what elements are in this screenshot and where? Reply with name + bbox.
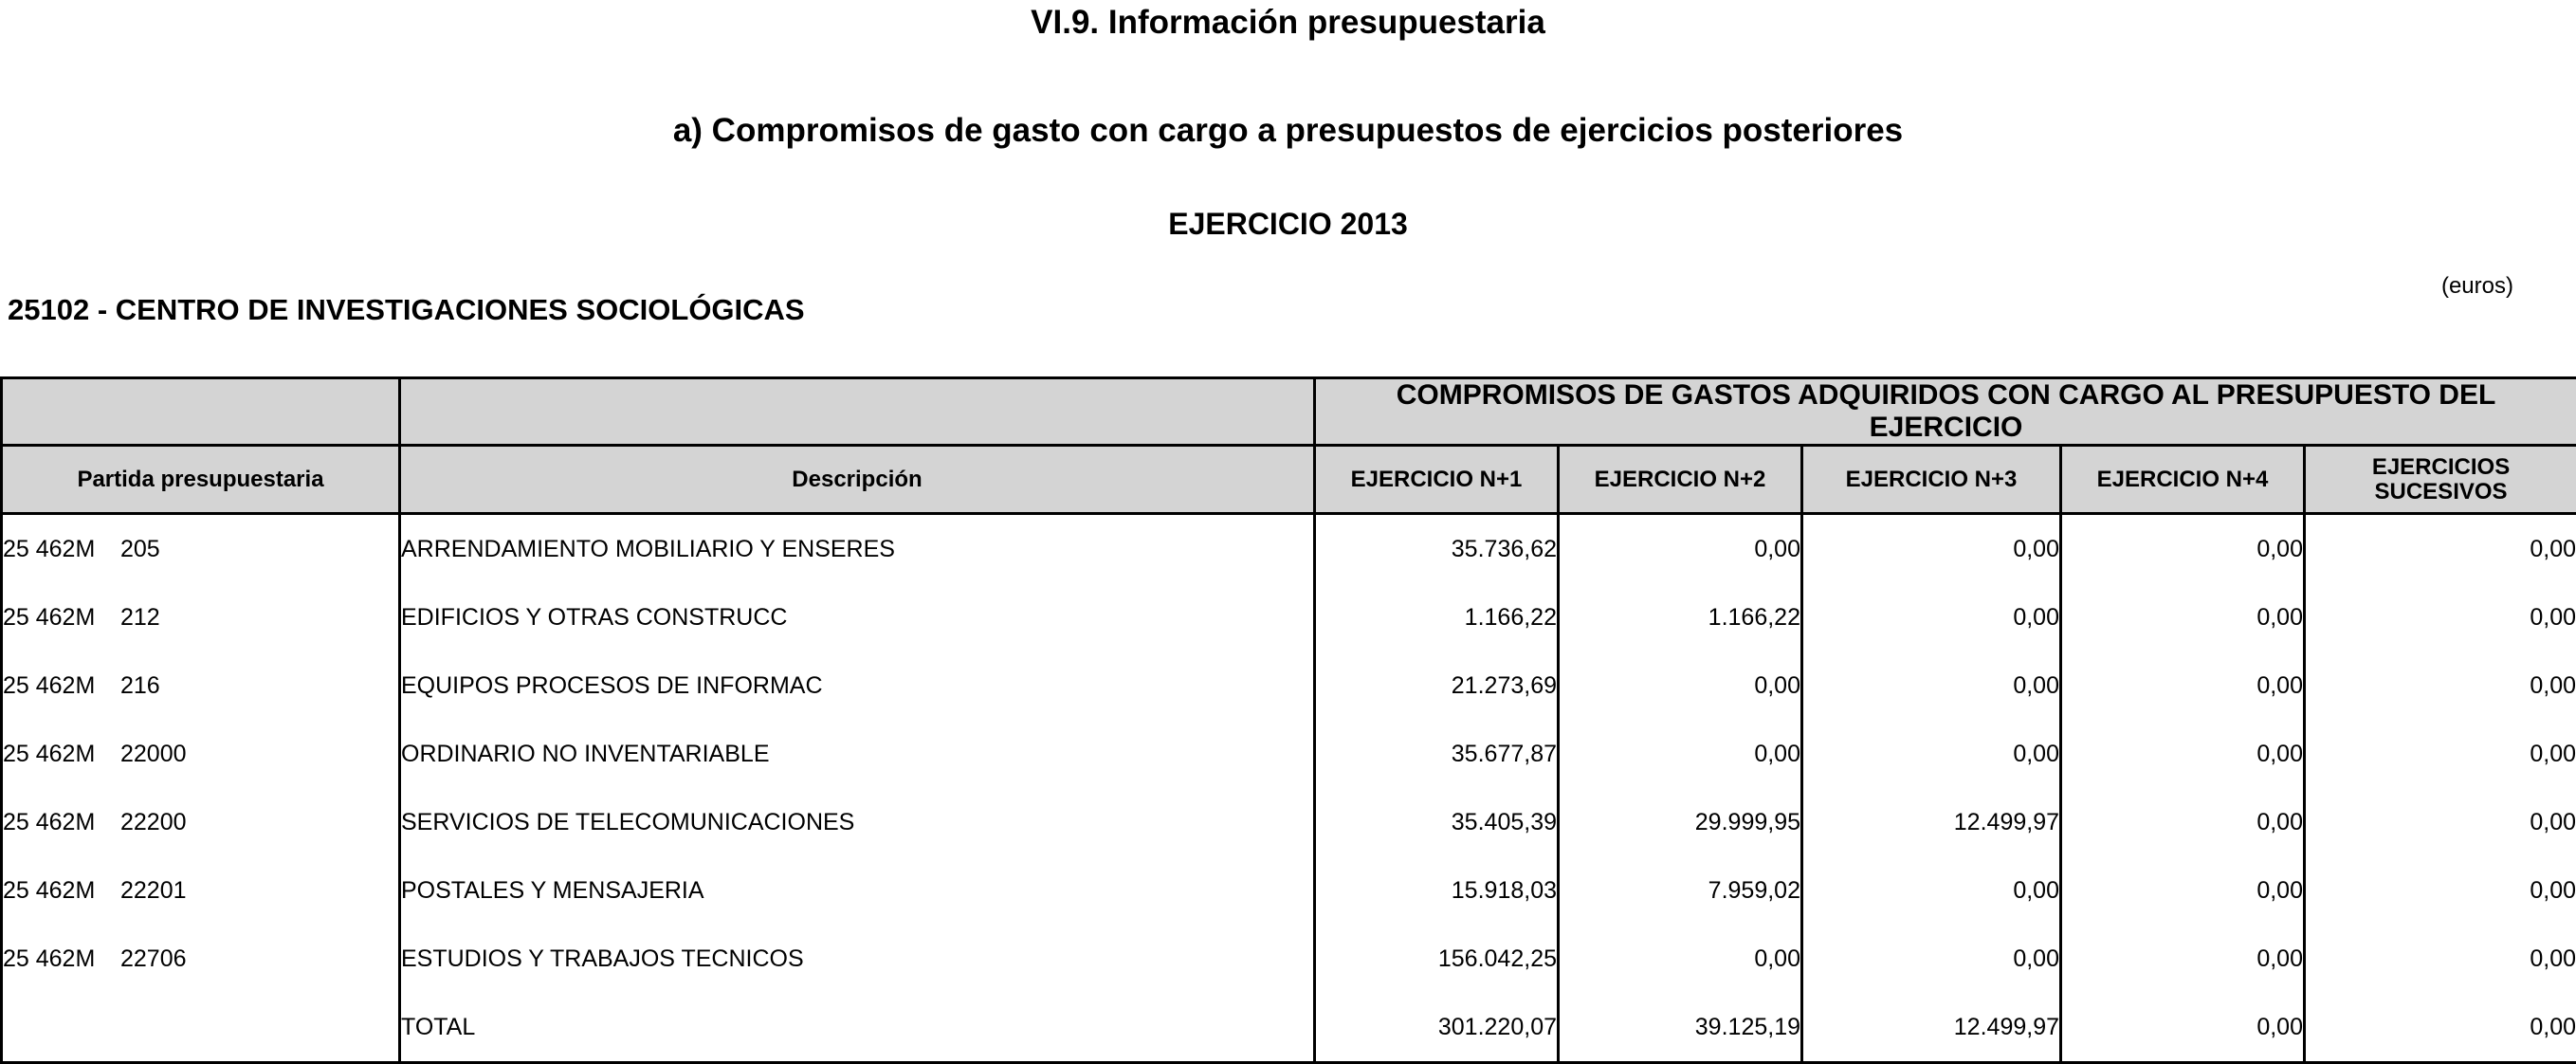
descripcion-cell: EQUIPOS PROCESOS DE INFORMAC — [400, 651, 1315, 720]
n1-cell: 1.166,22 — [1315, 583, 1559, 651]
n2-cell: 39.125,19 — [1559, 993, 1802, 1063]
units-label: (euros) — [2441, 273, 2513, 300]
table-row — [2, 720, 2576, 788]
header-blank-partida — [2, 378, 400, 446]
partida-cell — [2, 651, 400, 720]
concepto-code: 212 — [120, 604, 160, 631]
n4-cell: 0,00 — [2061, 651, 2305, 720]
descripcion-cell: POSTALES Y MENSAJERIA — [400, 856, 1315, 925]
n3-cell: 0,00 — [1802, 720, 2061, 788]
column-header-n3: EJERCICIO N+3 — [1802, 446, 2061, 514]
column-header-n1: EJERCICIO N+1 — [1315, 446, 1559, 514]
column-header-descripcion: Descripción — [400, 446, 1315, 514]
n2-cell: 0,00 — [1559, 720, 1802, 788]
programa-code: 25 462M — [3, 604, 120, 632]
n2-cell: 1.166,22 — [1559, 583, 1802, 651]
n2-cell: 0,00 — [1559, 651, 1802, 720]
descripcion-cell: ARRENDAMIENTO MOBILIARIO Y ENSERES — [400, 514, 1315, 584]
programa-code: 25 462M — [3, 809, 120, 836]
n2-cell: 0,00 — [1559, 514, 1802, 584]
n4-cell: 0,00 — [2061, 925, 2305, 993]
descripcion-cell: ORDINARIO NO INVENTARIABLE — [400, 720, 1315, 788]
table-header — [2, 378, 2576, 514]
partida-cell — [2, 788, 400, 856]
column-header-partida: Partida presupuestaria — [2, 446, 400, 514]
descripcion-cell: EDIFICIOS Y OTRAS CONSTRUCC — [400, 583, 1315, 651]
programa-code: 25 462M — [3, 536, 120, 563]
sucesivos-cell: 0,00 — [2305, 583, 2576, 651]
column-header-n2: EJERCICIO N+2 — [1559, 446, 1802, 514]
n4-cell: 0,00 — [2061, 514, 2305, 584]
report-subtitle: a) Compromisos de gasto con cargo a presupuestos de ejercicios posteriores — [0, 112, 2576, 150]
table-row — [2, 583, 2576, 651]
budget-commitments-table — [0, 376, 2576, 1064]
descripcion-cell: TOTAL — [400, 993, 1315, 1063]
partida-cell — [2, 993, 400, 1063]
n1-cell: 35.736,62 — [1315, 514, 1559, 584]
concepto-code: 22201 — [120, 877, 187, 904]
sucesivos-cell: 0,00 — [2305, 993, 2576, 1063]
programa-code: 25 462M — [3, 672, 120, 700]
table-row — [2, 925, 2576, 993]
table-row — [2, 514, 2576, 584]
n1-cell: 35.677,87 — [1315, 720, 1559, 788]
n3-cell: 12.499,97 — [1802, 993, 2061, 1063]
n3-cell: 12.499,97 — [1802, 788, 2061, 856]
sucesivos-cell: 0,00 — [2305, 720, 2576, 788]
n3-cell: 0,00 — [1802, 514, 2061, 584]
section-title: VI.9. Información presupuestaria — [0, 4, 2576, 42]
partida-cell — [2, 514, 400, 584]
commitments-group-header: COMPROMISOS DE GASTOS ADQUIRIDOS CON CARGO AL PRESUPUESTO DEL EJERCICIO — [1315, 378, 2576, 446]
table-body — [2, 514, 2576, 1063]
entity-heading: 25102 - CENTRO DE INVESTIGACIONES SOCIOLÓGICAS — [8, 293, 805, 327]
descripcion-cell: ESTUDIOS Y TRABAJOS TECNICOS — [400, 925, 1315, 993]
table-row — [2, 788, 2576, 856]
n3-cell: 0,00 — [1802, 651, 2061, 720]
concepto-code: 205 — [120, 536, 160, 562]
column-header-n4: EJERCICIO N+4 — [2061, 446, 2305, 514]
n4-cell: 0,00 — [2061, 993, 2305, 1063]
header-blank-descripcion — [400, 378, 1315, 446]
partida-cell — [2, 925, 400, 993]
sucesivos-cell: 0,00 — [2305, 514, 2576, 584]
n4-cell: 0,00 — [2061, 788, 2305, 856]
n2-cell: 29.999,95 — [1559, 788, 1802, 856]
partida-cell — [2, 583, 400, 651]
n2-cell: 7.959,02 — [1559, 856, 1802, 925]
column-header-sucesivos: EJERCICIOS SUCESIVOS — [2305, 446, 2576, 514]
n1-cell: 156.042,25 — [1315, 925, 1559, 993]
n4-cell: 0,00 — [2061, 720, 2305, 788]
sucesivos-cell: 0,00 — [2305, 788, 2576, 856]
n1-cell: 301.220,07 — [1315, 993, 1559, 1063]
total-row — [2, 993, 2576, 1063]
n1-cell: 21.273,69 — [1315, 651, 1559, 720]
descripcion-cell: SERVICIOS DE TELECOMUNICACIONES — [400, 788, 1315, 856]
sucesivos-cell: 0,00 — [2305, 925, 2576, 993]
n3-cell: 0,00 — [1802, 925, 2061, 993]
n4-cell: 0,00 — [2061, 856, 2305, 925]
n1-cell: 35.405,39 — [1315, 788, 1559, 856]
programa-code: 25 462M — [3, 945, 120, 973]
fiscal-year-heading: EJERCICIO 2013 — [0, 207, 2576, 242]
header-row-group — [2, 378, 2576, 446]
sucesivos-cell: 0,00 — [2305, 856, 2576, 925]
concepto-code: 22200 — [120, 809, 187, 835]
n3-cell: 0,00 — [1802, 856, 2061, 925]
table-row — [2, 856, 2576, 925]
concepto-code: 22706 — [120, 945, 187, 972]
partida-cell — [2, 856, 400, 925]
concepto-code: 22000 — [120, 741, 187, 767]
partida-cell — [2, 720, 400, 788]
n4-cell: 0,00 — [2061, 583, 2305, 651]
programa-code: 25 462M — [3, 877, 120, 905]
n1-cell: 15.918,03 — [1315, 856, 1559, 925]
n3-cell: 0,00 — [1802, 583, 2061, 651]
sucesivos-cell: 0,00 — [2305, 651, 2576, 720]
table-row — [2, 651, 2576, 720]
programa-code: 25 462M — [3, 741, 120, 768]
n2-cell: 0,00 — [1559, 925, 1802, 993]
header-row-columns — [2, 446, 2576, 514]
concepto-code: 216 — [120, 672, 160, 699]
